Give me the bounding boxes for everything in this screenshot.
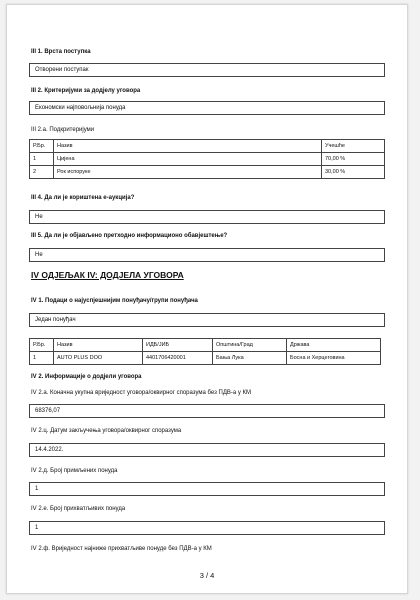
lowest-bid-label: IV 2.ф. Вриједност најниже прихватљиве понуде без ПДВ-а у КМ <box>31 546 212 552</box>
contract-value: 68376,07 <box>29 404 385 418</box>
column-header: Учешће <box>322 140 385 153</box>
e-auction-heading: III 4. Да ли је кориштена е-аукција? <box>31 195 135 201</box>
acceptable-bids-label: IV 2.е. Број прихватљивих понуда <box>31 506 126 512</box>
acceptable-bids-value: 1 <box>29 521 385 535</box>
column-header: Назив <box>54 140 322 153</box>
column-header: Р.Бр. <box>30 339 54 352</box>
table-cell: Босна и Херцеговина <box>287 352 381 365</box>
table-cell: 2 <box>30 166 54 179</box>
award-criteria-value: Економски најповољнија понуда <box>29 101 385 115</box>
column-header: Држава <box>287 339 381 352</box>
e-auction-value: Не <box>29 210 385 224</box>
table-row <box>30 352 381 365</box>
prior-notice-value: Не <box>29 248 385 262</box>
subcriteria-table <box>29 139 385 179</box>
received-bids-label: IV 2.д. Број примљених понуда <box>31 468 118 474</box>
table-cell: 70,00 % <box>322 153 385 166</box>
column-header: Назив <box>54 339 143 352</box>
award-criteria-heading: III 2. Критеријуми за додјелу уговора <box>31 88 141 94</box>
prior-notice-heading: III 5. Да ли је објављено претходно информационо обавјештење? <box>31 233 228 239</box>
table-row <box>30 166 385 179</box>
column-header: ИДБ/ЈИБ <box>143 339 213 352</box>
bidder-heading: IV 1. Подаци о најуспјешнијим понуђачу/групи понуђача <box>31 298 198 304</box>
table-cell: 1 <box>30 153 54 166</box>
table-cell: Бања Лука <box>213 352 287 365</box>
table-cell: 1 <box>30 352 54 365</box>
procedure-type-heading: III 1. Врста поступка <box>31 49 91 55</box>
bidder-table <box>29 338 381 365</box>
column-header: Општина/Град <box>213 339 287 352</box>
contract-date: 14.4.2022. <box>29 443 385 457</box>
section-title: IV ОДЈЕЉАК IV: ДОДЈЕЛА УГОВОРА <box>31 270 184 280</box>
page-number: 3 / 4 <box>199 571 215 580</box>
table-header-row <box>30 339 381 352</box>
table-row <box>30 153 385 166</box>
table-cell: 4401706420001 <box>143 352 213 365</box>
received-bids-value: 1 <box>29 482 385 496</box>
bidder-value: Један понуђач <box>29 313 385 327</box>
contract-value-label: IV 2.а. Коначна укупна вриједност уговора/оквирног споразума без ПДВ-а у КМ <box>31 390 252 396</box>
contract-info-heading: IV 2. Информације о додјели уговора <box>31 374 142 380</box>
table-cell: Цијена <box>54 153 322 166</box>
procedure-type-value: Отворени поступак <box>29 63 385 77</box>
table-cell: AUTO PLUS DOO <box>54 352 143 365</box>
table-cell: 30,00 % <box>322 166 385 179</box>
contract-date-label: IV 2.ц. Датум закључења уговора/оквирног споразума <box>31 428 182 434</box>
document-page <box>6 4 408 594</box>
subcriteria-heading: III 2.a. Подкритеријуми <box>31 127 95 133</box>
table-header-row <box>30 140 385 153</box>
column-header: Р.Бр. <box>30 140 54 153</box>
table-cell: Рок испоруке <box>54 166 322 179</box>
